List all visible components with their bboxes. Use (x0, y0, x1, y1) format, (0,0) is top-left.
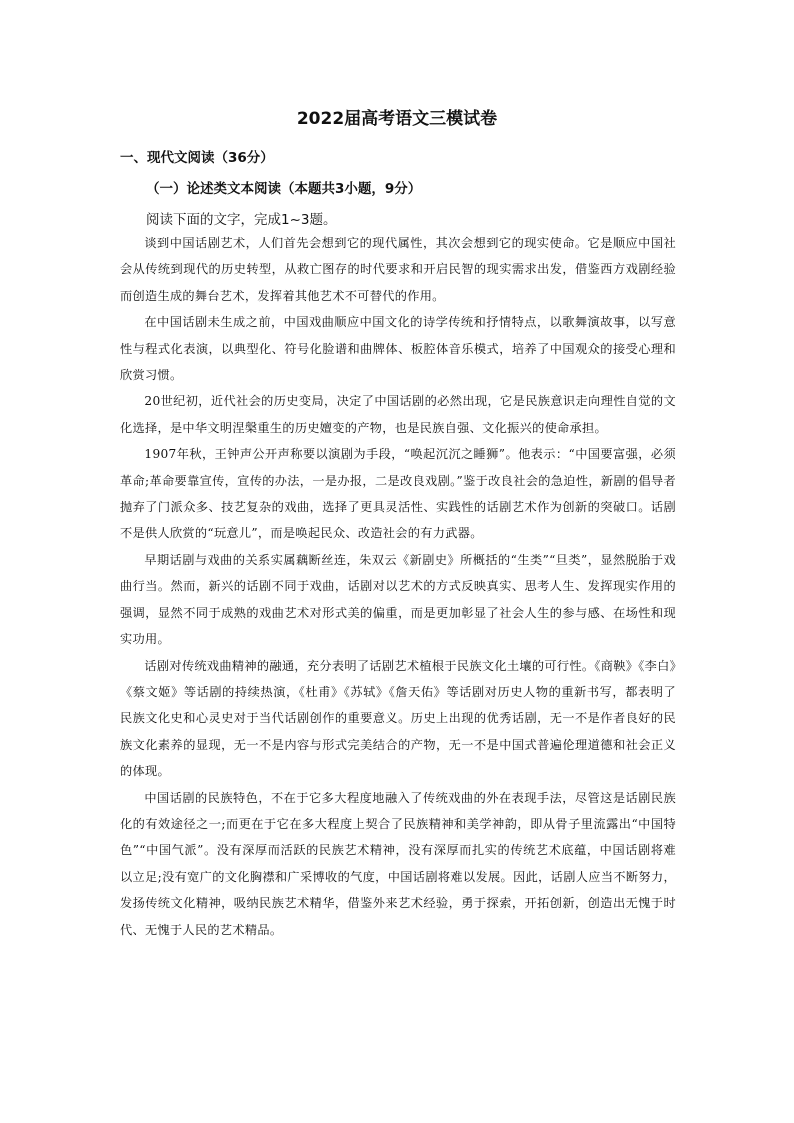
page-title: 2022届高考语文三模试卷 (296, 109, 498, 129)
passage-paragraph: 20世纪初，近代社会的历史变局，决定了中国话剧的必然出现，它是民族意识走向理性自觉的文化选择，是中华文明涅槃重生的历史嬗变的产物，也是民族自强、文化振兴的使命承担。 (120, 394, 676, 435)
passage-paragraph: 中国话剧的民族特色，不在于它多大程度地融入了传统戏曲的外在表现手法，尽管这是话剧民族化的有效途径之一;而更在于它在多大程度上契合了民族精神和美学神韵，即从骨子里流露出“中国特色”“中国气派”。没有深厚而活跃的民族艺术精神，没有深厚而扎实的传统艺术底蕴，中国话剧将难以立足;没有宽广的文化胸襟和广采博收的气度，中国话剧将难以发展。因此，话剧人应当不断努力，发扬传统文化精神，吸纳民族艺术精华，借鉴外来艺术经验，勇于探索，开拓创新，创造出无愧于时代、无愧于人民的艺术精品。 (120, 790, 676, 937)
passage-body (120, 230, 676, 943)
passage-paragraph: 谈到中国话剧艺术，人们首先会想到它的现代属性，其次会想到它的现实使命。它是顺应中国社会从传统到现代的历史转型，从救亡图存的时代要求和开启民智的现实需求出发，借鉴西方戏剧经验而创造生成的舞台艺术，发挥着其他艺术不可替代的作用。 (120, 236, 676, 303)
passage-paragraph: 早期话剧与戏曲的关系实属藕断丝连，朱双云《新剧史》所概括的“生类”“旦类”，显然脱胎于戏曲行当。然而，新兴的话剧不同于戏曲，话剧对以艺术的方式反映真实、思考人生、发挥现实作用的强调，显然不同于成熟的戏曲艺术对形式美的偏重，而是更加彰显了社会人生的参与感、在场性和现实功用。 (120, 552, 676, 647)
subsection-heading: （一）论述类文本阅读（本题共3小题，9分） (146, 181, 422, 197)
passage-paragraph: 1907年秋，王钟声公开声称要以演剧为手段，“唤起沉沉之睡狮”。他表示：“中国要富强，必须革命;革命要靠宣传，宣传的办法，一是办报，二是改良戏剧。”鉴于改良社会的急迫性，新剧的倡导者抛弃了门派众多、技艺复杂的戏曲，选择了更具灵活性、实践性的话剧艺术作为创新的突破口。话剧不是供人欣赏的“玩意儿”，而是唤起民众、改造社会的有力武器。 (120, 447, 676, 541)
section-heading: 一、现代文阅读（36分） (120, 150, 274, 166)
reading-instruction: 阅读下面的文字，完成1~3题。 (146, 212, 337, 228)
passage-paragraph: 在中国话剧未生成之前，中国戏曲顺应中国文化的诗学传统和抒情特点，以歌舞演故事，以写意性与程式化表演，以典型化、符号化脸谱和曲牌体、板腔体音乐模式，培养了中国观众的接受心理和欣赏习惯。 (120, 315, 676, 383)
passage-paragraph: 话剧对传统戏曲精神的融通，充分表明了话剧艺术植根于民族文化土壤的可行性。《商鞅》《李白》《蔡文姬》等话剧的持续热演，《杜甫》《苏轼》《詹天佑》等话剧对历史人物的重新书写，都表明了民族文化史和心灵史对于当代话剧创作的重要意义。历史上出现的优秀话剧，无一不是作者良好的民族文化素养的显现，无一不是内容与形式完美结合的产物，无一不是中国式普遍伦理道德和社会正义的体现。 (120, 658, 676, 779)
